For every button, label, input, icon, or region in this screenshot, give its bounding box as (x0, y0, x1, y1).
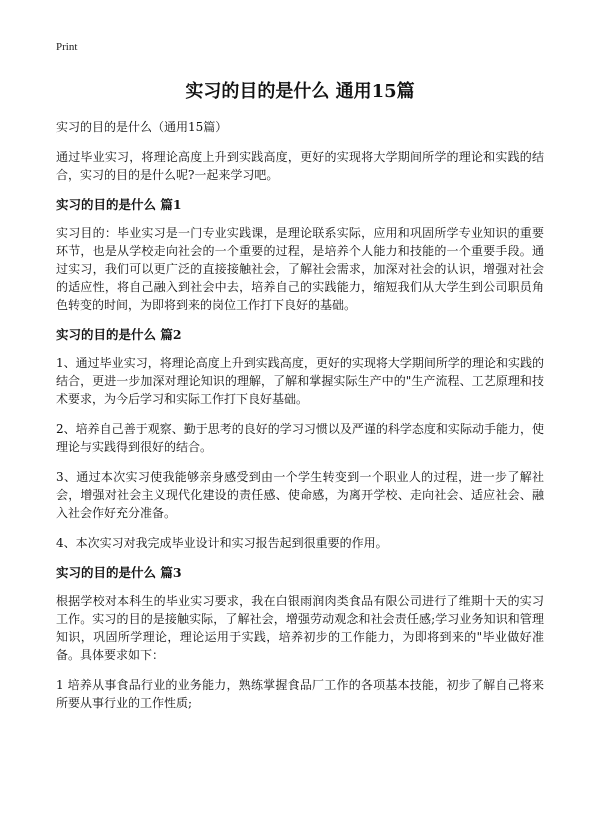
document-subtitle: 实习的目的是什么（通用15篇） (56, 120, 228, 134)
section-paragraph: 2、培养自己善于观察、勤于思考的良好的学习习惯以及严谨的科学态度和实际动手能力，使理论与实践得到很好的结合。 (56, 422, 544, 454)
section-heading: 实习的目的是什么 篇2 (56, 327, 182, 342)
intro-paragraph: 通过毕业实习，将理论高度上升到实践高度，更好的实现将大学期间所学的理论和实践的结合，实习的目的是什么呢?一起来学习吧。 (56, 150, 544, 182)
section-paragraph: 3、通过本次实习使我能够亲身感受到由一个学生转变到一个职业人的过程，进一步了解社会，增强对社会主义现代化建设的责任感、使命感，为离开学校、走向社会、适应社会、融入社会作好充分准备。 (56, 470, 544, 520)
section-paragraph: 1 培养从事食品行业的业务能力，熟练掌握食品厂工作的各项基本技能，初步了解自己将来所要从事行业的工作性质; (56, 678, 544, 710)
section-paragraph: 4、本次实习对我完成毕业设计和实习报告起到很重要的作用。 (56, 536, 388, 550)
section-3 (56, 564, 544, 712)
section-heading: 实习的目的是什么 篇1 (56, 197, 182, 212)
section-paragraph: 实习目的：毕业实习是一门专业实践课，是理论联系实际，应用和巩固所学专业知识的重要环节，也是从学校走向社会的一个重要的过程，是培养个人能力和技能的一个重要手段。通过实习，我们可以更广泛的直接接触社会，了解社会需求，加深对社会的认识，增强对社会的适应性，将自己融入到社会中去，培养自己的实践能力，缩短我们从大学生到公司职员角色转变的时间，为即将到来的岗位工作打下良好的基础。 (56, 226, 544, 312)
section-paragraph: 根据学校对本科生的毕业实习要求，我在白银雨润肉类食品有限公司进行了维期十天的实习工作。实习的目的是接触实际，了解社会，增强劳动观念和社会责任感;学习业务知识和管理知识，巩固所学理论，理论运用于实践，培养初步的工作能力，为即将到来的"毕业做好准备。具体要求如下： (56, 594, 544, 662)
print-label: Print (56, 41, 78, 53)
section-2 (56, 326, 544, 552)
document-title: 实习的目的是什么 通用15篇 (185, 81, 415, 102)
section-1 (56, 196, 544, 314)
section-paragraph: 1、通过毕业实习，将理论高度上升到实践高度，更好的实现将大学期间所学的理论和实践的结合，更进一步加深对理论知识的理解，了解和掌握实际生产中的"生产流程、工艺原理和技术要求，为今后学习和实际工作打下良好基础。 (56, 356, 544, 406)
section-heading: 实习的目的是什么 篇3 (56, 565, 182, 580)
